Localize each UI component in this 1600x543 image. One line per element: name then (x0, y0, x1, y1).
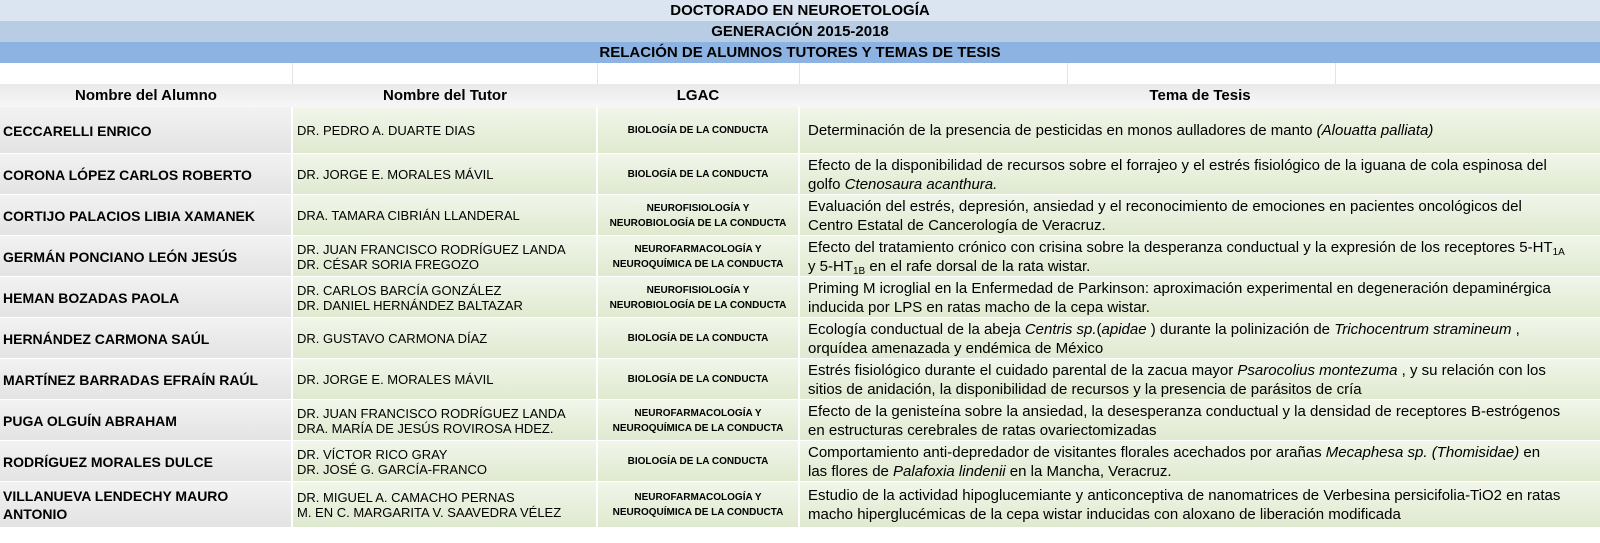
header-student: Nombre del Alumno (75, 87, 217, 104)
tutor-name: DR. PEDRO A. DUARTE DIAS (297, 123, 476, 138)
thesis-italic-text: Mecaphesa sp. (Thomisidae) (1325, 443, 1520, 461)
thesis-text: en la Mancha, Veracruz. (1005, 462, 1172, 480)
tutor-name-cell (293, 154, 596, 195)
thesis-topic-line (808, 361, 1598, 380)
thesis-italic-text: Psarocolius montezuma (1237, 361, 1398, 379)
thesis-text: Priming M icroglial en la Enfermedad de Parkinson: aproximación experimental en degeneración depaminérgica (808, 279, 1551, 297)
generation-title: GENERACIÓN 2015-2018 (0, 21, 1600, 42)
table-row (0, 359, 1600, 400)
thesis-text: golfo (808, 175, 845, 193)
tutor-name: M. EN C. MARGARITA V. SAAVEDRA VÉLEZ (297, 504, 562, 520)
tutor-name-cell (293, 359, 596, 400)
thesis-text: Estudio de la actividad hipoglucemiante y anticonceptiva de nanomatrices de Verbesina persicifolia-TiO2 en ratas (808, 486, 1561, 504)
thesis-text: Evaluación del estrés, depresión, ansiedad y el reconocimiento de emociones en pacientes oncológicos del (808, 197, 1522, 215)
lgac-label: NEUROFISIOLOGÍA Y (646, 284, 750, 296)
table-row (0, 318, 1600, 359)
student-name: CECCARELLI ENRICO (3, 122, 152, 139)
lgac-cell (598, 195, 798, 236)
thesis-subscript: 1A (1552, 246, 1565, 258)
lgac-label: BIOLOGÍA DE LA CONDUCTA (627, 374, 769, 385)
lgac-label: NEUROFARMACOLOGÍA Y (634, 407, 762, 419)
lgac-cell (598, 107, 798, 154)
thesis-text: Efecto de la disponibilidad de recursos sobre el forrajeo y el estrés fisiológico de la iguana de cola espinosa del (808, 156, 1547, 174)
thesis-text: Efecto del tratamiento crónico con crisina sobre la desperanza conductual y la expresión de los receptores 5-HT (808, 238, 1553, 256)
program-title: DOCTORADO EN NEUROETOLOGÍA (0, 0, 1600, 21)
thesis-topic-cell (800, 195, 1600, 236)
student-name: CORONA LÓPEZ CARLOS ROBERTO (3, 166, 252, 183)
thesis-topic-cell (800, 359, 1600, 400)
thesis-topic-cell (800, 400, 1600, 441)
student-name: ANTONIO (3, 505, 68, 522)
thesis-topic-cell (800, 441, 1600, 482)
tutor-name: DR. JOSÉ G. GARCÍA-FRANCO (297, 461, 487, 477)
table-row (0, 107, 1600, 154)
table-header (0, 84, 1600, 107)
thesis-italic-text: apidae (1101, 320, 1147, 338)
tutor-name: DR. CARLOS BARCÍA GONZÁLEZ (297, 282, 502, 298)
lgac-cell (598, 482, 798, 527)
table-row (0, 277, 1600, 318)
lgac-cell (598, 359, 798, 400)
lgac-cell (598, 400, 798, 441)
thesis-text: Determinación de la presencia de pesticidas en monos aulladores de manto (808, 122, 1317, 139)
tutor-name-cell (293, 318, 596, 359)
lgac-label: NEUROFARMACOLOGÍA Y (634, 491, 762, 503)
thesis-topic-line (808, 462, 1598, 481)
thesis-text: orquídea amenazada y endémica de México (808, 339, 1104, 357)
student-name: MARTÍNEZ BARRADAS EFRAÍN RAÚL (3, 371, 259, 388)
thesis-text: en estructuras cerebrales de ratas ovariectomizadas (808, 421, 1157, 439)
lgac-label: BIOLOGÍA DE LA CONDUCTA (627, 125, 769, 136)
thesis-topic-line (808, 257, 1598, 276)
table-row (0, 195, 1600, 236)
tutor-name-cell (293, 236, 596, 277)
student-name: HERNÁNDEZ CARMONA SAÚL (3, 330, 210, 347)
thesis-text: macho hiperglucémicas de la cepa wistar inducidas con aloxano de liberación modificada (808, 505, 1401, 523)
tutor-name: DR. VÍCTOR RICO GRAY (297, 446, 448, 462)
table-row (0, 154, 1600, 195)
blank-row (0, 63, 1600, 84)
lgac-label: NEUROBIOLOGÍA DE LA CONDUCTA (609, 217, 787, 229)
student-name: PUGA OLGUÍN ABRAHAM (3, 412, 177, 429)
thesis-topic-cell (800, 318, 1600, 359)
tutor-name-cell (293, 482, 596, 527)
thesis-italic-text: Ctenosaura acanthura. (844, 175, 998, 193)
thesis-text: , (1511, 320, 1520, 338)
tutor-name: DR. CÉSAR SORIA FREGOZO (297, 256, 480, 272)
table-row (0, 482, 1600, 527)
tutor-name: DR. JORGE E. MORALES MÁVIL (297, 372, 494, 387)
lgac-label: NEUROQUÍMICA DE LA CONDUCTA (612, 422, 784, 434)
thesis-topic-cell (800, 154, 1600, 195)
thesis-italic-text: Centris sp. (1024, 320, 1097, 338)
student-name-cell (0, 400, 291, 441)
lgac-label: BIOLOGÍA DE LA CONDUCTA (627, 333, 769, 344)
tutor-name: DR. JUAN FRANCISCO RODRÍGUEZ LANDA (297, 241, 566, 257)
student-name: CORTIJO PALACIOS LIBIA XAMANEK (3, 207, 256, 224)
lgac-label: NEUROFISIOLOGÍA Y (646, 202, 750, 214)
lgac-cell (598, 277, 798, 318)
student-name-cell (0, 154, 291, 195)
lgac-cell (598, 236, 798, 277)
tutor-name: DR. JUAN FRANCISCO RODRÍGUEZ LANDA (297, 405, 566, 421)
thesis-subscript: 1B (853, 265, 866, 277)
student-name-cell (0, 277, 291, 318)
lgac-label: NEUROQUÍMICA DE LA CONDUCTA (612, 258, 784, 270)
table-row (0, 400, 1600, 441)
thesis-text: ( (1096, 320, 1102, 338)
tutor-name: DRA. MARÍA DE JESÚS ROVIROSA HDEZ. (297, 420, 554, 436)
thesis-topic-line (808, 279, 1598, 298)
thesis-topic-line (808, 486, 1598, 505)
thesis-topic-line (808, 339, 1598, 358)
student-name-cell (0, 107, 291, 154)
student-name-cell (0, 441, 291, 482)
thesis-topic-line (808, 298, 1598, 317)
thesis-topic-line (808, 380, 1598, 399)
thesis-text: Ecología conductual de la abeja (808, 320, 1025, 338)
student-name-cell (0, 318, 291, 359)
student-name-cell (0, 236, 291, 277)
tutor-name-cell (293, 441, 596, 482)
thesis-text: en el rafe dorsal de la rata wistar. (865, 257, 1091, 275)
thesis-text: en (1519, 443, 1541, 461)
tutor-name: DR. MIGUEL A. CAMACHO PERNAS (297, 489, 515, 505)
thesis-italic-text: (Alouatta palliata) (1316, 122, 1434, 139)
thesis-topic-line (808, 156, 1598, 175)
lgac-cell (598, 318, 798, 359)
thesis-text: inducida por LPS en ratas macho de la cepa wistar. (808, 298, 1150, 316)
student-name: VILLANUEVA LENDECHY MAURO (3, 487, 229, 504)
student-name: GERMÁN PONCIANO LEÓN JESÚS (3, 248, 238, 265)
thesis-topic-cell (800, 107, 1600, 154)
thesis-topic-cell (800, 482, 1600, 527)
thesis-topic-line (808, 238, 1598, 257)
thesis-text: y 5-HT (808, 257, 853, 275)
thesis-topic-line (808, 402, 1598, 421)
lgac-label: NEUROQUÍMICA DE LA CONDUCTA (612, 506, 784, 518)
thesis-text: Estrés fisiológico durante el cuidado parental de la zacua mayor (808, 361, 1238, 379)
tutor-name-cell (293, 195, 596, 236)
tutor-name: DR. JORGE E. MORALES MÁVIL (297, 167, 494, 182)
thesis-italic-text: Trichocentrum stramineum (1334, 320, 1512, 338)
thesis-text: las flores de (808, 462, 894, 480)
lgac-label: BIOLOGÍA DE LA CONDUCTA (627, 456, 769, 467)
header-lgac: LGAC (676, 87, 720, 104)
relation-title: RELACIÓN DE ALUMNOS TUTORES Y TEMAS DE TESIS (0, 42, 1600, 63)
tutor-name: DRA. TAMARA CIBRIÁN LLANDERAL (297, 208, 520, 223)
thesis-topic-cell (800, 236, 1600, 277)
thesis-topic-cell (800, 277, 1600, 318)
thesis-topic-line (808, 197, 1598, 216)
thesis-topic-line (808, 121, 1598, 140)
thesis-text: , y su relación con los (1397, 361, 1546, 379)
tutor-name-cell (293, 400, 596, 441)
tutor-name: DR. DANIEL HERNÁNDEZ BALTAZAR (297, 297, 523, 313)
thesis-text: Comportamiento anti-depredador de visitantes florales acechados por arañas (808, 443, 1326, 461)
thesis-topic-line (808, 320, 1598, 339)
thesis-topic-line (808, 421, 1598, 440)
table-row (0, 441, 1600, 482)
thesis-text: sitios de anidación, la disponibilidad de recursos y la presencia de parásitos de cría (808, 380, 1362, 398)
thesis-topic-line (808, 443, 1598, 462)
header-thesis: Tema de Tesis (1149, 87, 1251, 104)
header-tutor: Nombre del Tutor (383, 87, 507, 104)
lgac-cell (598, 441, 798, 482)
student-name-cell (0, 195, 291, 236)
lgac-label: NEUROFARMACOLOGÍA Y (634, 243, 762, 255)
thesis-text: Centro Estatal de Cancerología de Veracruz. (808, 216, 1106, 234)
thesis-topic-line (808, 216, 1598, 235)
tutor-name-cell (293, 107, 596, 154)
thesis-italic-text: Palafoxia lindenii (893, 462, 1006, 480)
thesis-topic-line (808, 505, 1598, 524)
student-name: RODRÍGUEZ MORALES DULCE (3, 453, 213, 470)
student-name-cell (0, 359, 291, 400)
lgac-label: BIOLOGÍA DE LA CONDUCTA (627, 169, 769, 180)
lgac-cell (598, 154, 798, 195)
tutor-name: DR. GUSTAVO CARMONA DÍAZ (297, 331, 488, 346)
table-row (0, 236, 1600, 277)
thesis-topic-line (808, 175, 1598, 194)
lgac-label: NEUROBIOLOGÍA DE LA CONDUCTA (609, 299, 787, 311)
tutor-name-cell (293, 277, 596, 318)
student-name: HEMAN BOZADAS PAOLA (3, 289, 180, 306)
student-name-cell (0, 482, 291, 527)
thesis-text: ) durante la polinización de (1146, 320, 1335, 338)
thesis-text: Efecto de la genisteína sobre la ansiedad, la desesperanza conductual y la densidad de receptores B-estrógenos (808, 402, 1561, 420)
